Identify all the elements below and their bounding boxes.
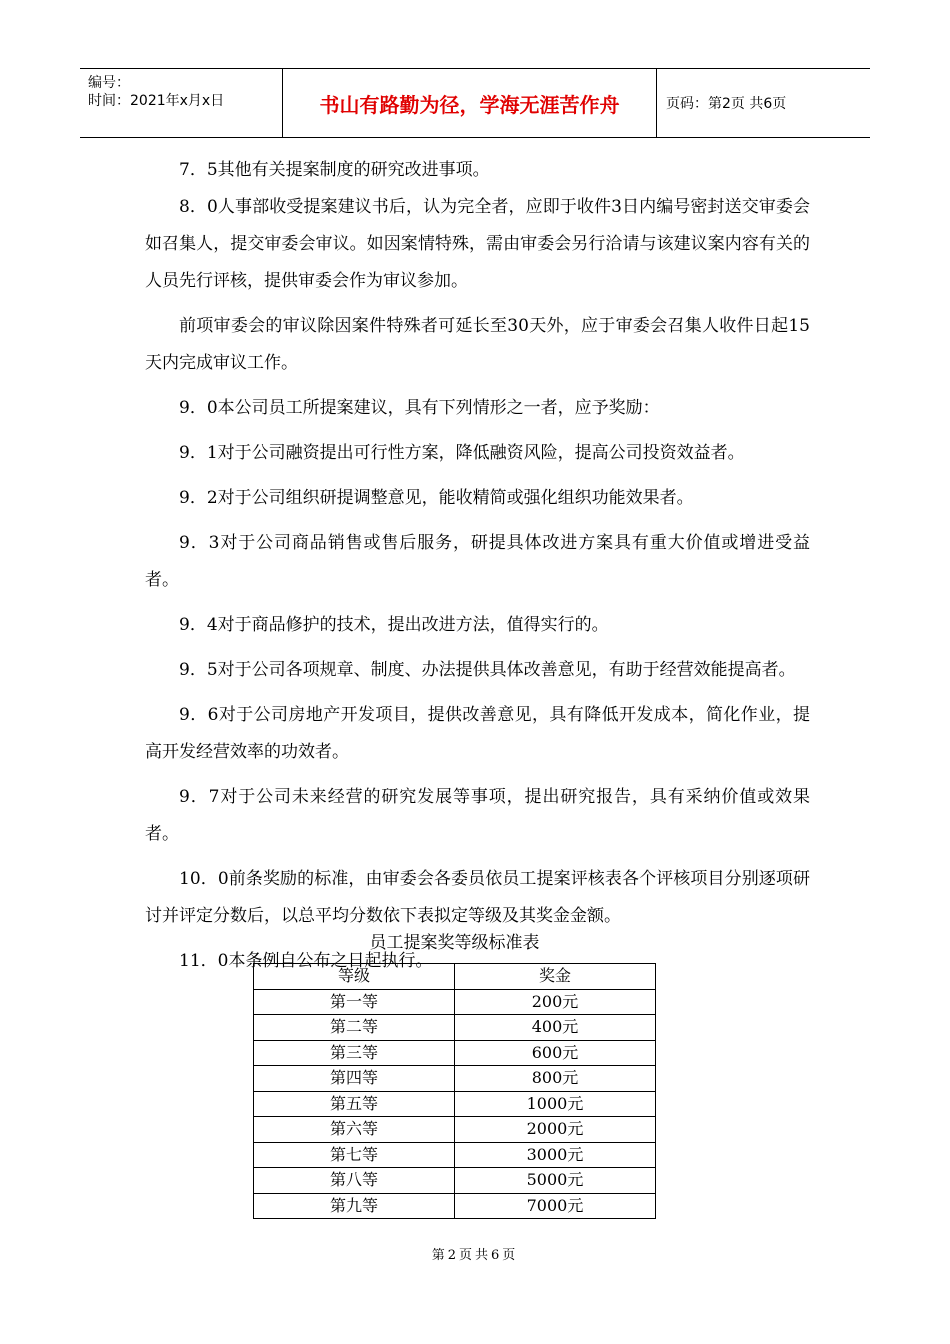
column-header-bonus: 奖金	[455, 964, 656, 990]
page-footer: 第2页共6页	[431, 1248, 519, 1263]
award-grade-table	[253, 963, 656, 1219]
grade-cell: 第一等	[254, 989, 455, 1015]
bonus-cell: 5000元	[455, 1168, 656, 1194]
table-row	[254, 1091, 656, 1117]
bonus-cell: 200元	[455, 989, 656, 1015]
grade-cell: 第三等	[254, 1040, 455, 1066]
grade-cell: 第八等	[254, 1168, 455, 1194]
table-row	[254, 989, 656, 1015]
column-header-grade: 等级	[254, 964, 455, 990]
bonus-cell: 400元	[455, 1015, 656, 1041]
paragraph: 9．1对于公司融资提出可行性方案，降低融资风险，提高公司投资效益者。	[179, 443, 745, 463]
grade-cell: 第五等	[254, 1091, 455, 1117]
document-date: 时间：2021年x月x日	[88, 93, 225, 109]
grade-cell: 第七等	[254, 1142, 455, 1168]
paragraph: 9．2对于公司组织研提调整意见，能收精简或强化组织功能效果者。	[179, 488, 694, 508]
paragraph: 9．0本公司员工所提案建议，具有下列情形之一者，应予奖励：	[179, 398, 660, 418]
paragraph: 9．4对于商品修护的技术，提出改进方法，值得实行的。	[179, 615, 609, 635]
table-row	[254, 1040, 656, 1066]
paragraph: 9．6对于公司房地产开发项目，提供改善意见，具有降低开发成本，简化作业，提高开发经营效率的功效者。	[145, 705, 810, 762]
table-row	[254, 1142, 656, 1168]
paragraph: 9．5对于公司各项规章、制度、办法提供具体改善意见，有助于经营效能提高者。	[179, 660, 796, 680]
page-header	[80, 68, 870, 138]
header-motto: 书山有路勤为径，学海无涯苦作舟	[282, 69, 657, 137]
table-row	[254, 1168, 656, 1194]
paragraph: 11．0本条例自公布之日起执行。	[179, 951, 433, 971]
grade-cell: 第六等	[254, 1117, 455, 1143]
table-row	[254, 1117, 656, 1143]
bonus-cell: 3000元	[455, 1142, 656, 1168]
paragraph: 9．7对于公司未来经营的研究发展等事项，提出研究报告，具有采纳价值或效果者。	[145, 787, 810, 844]
paragraph: 8．0人事部收受提案建议书后，认为完全者，应即于收件3日内编号密封送交审委会如召集人，提交审委会审议。如因案情特殊，需由审委会另行洽请与该建议案内容有关的人员先行评核，提供审委会作为审议参加。	[145, 197, 810, 291]
table-row	[254, 1066, 656, 1092]
grade-cell: 第九等	[254, 1193, 455, 1219]
bonus-cell: 1000元	[455, 1091, 656, 1117]
paragraph: 前项审委会的审议除因案件特殊者可延长至30天外，应于审委会召集人收件日起15天内完成审议工作。	[145, 316, 810, 373]
table-title: 员工提案奖等级标准表	[369, 933, 540, 953]
table-row	[254, 1015, 656, 1041]
header-meta	[80, 69, 282, 137]
table-row	[254, 1193, 656, 1219]
paragraph: 7．5其他有关提案制度的研究改进事项。	[179, 160, 490, 180]
paragraph: 10．0前条奖励的标准，由审委会各委员依员工提案评核表各个评核项目分别逐项研讨并评定分数后，以总平均分数依下表拟定等级及其奖金金额。	[145, 869, 810, 926]
bonus-cell: 800元	[455, 1066, 656, 1092]
table-header-row	[254, 964, 656, 990]
header-page-info: 页码：第2页 共6页	[666, 96, 787, 112]
bonus-cell: 7000元	[455, 1193, 656, 1219]
bonus-cell: 2000元	[455, 1117, 656, 1143]
bonus-cell: 600元	[455, 1040, 656, 1066]
document-body	[145, 152, 810, 988]
document-number-label: 编号：	[88, 75, 130, 91]
grade-cell: 第四等	[254, 1066, 455, 1092]
paragraph: 9．3对于公司商品销售或售后服务，研提具体改进方案具有重大价值或增进受益者。	[145, 533, 810, 590]
grade-cell: 第二等	[254, 1015, 455, 1041]
